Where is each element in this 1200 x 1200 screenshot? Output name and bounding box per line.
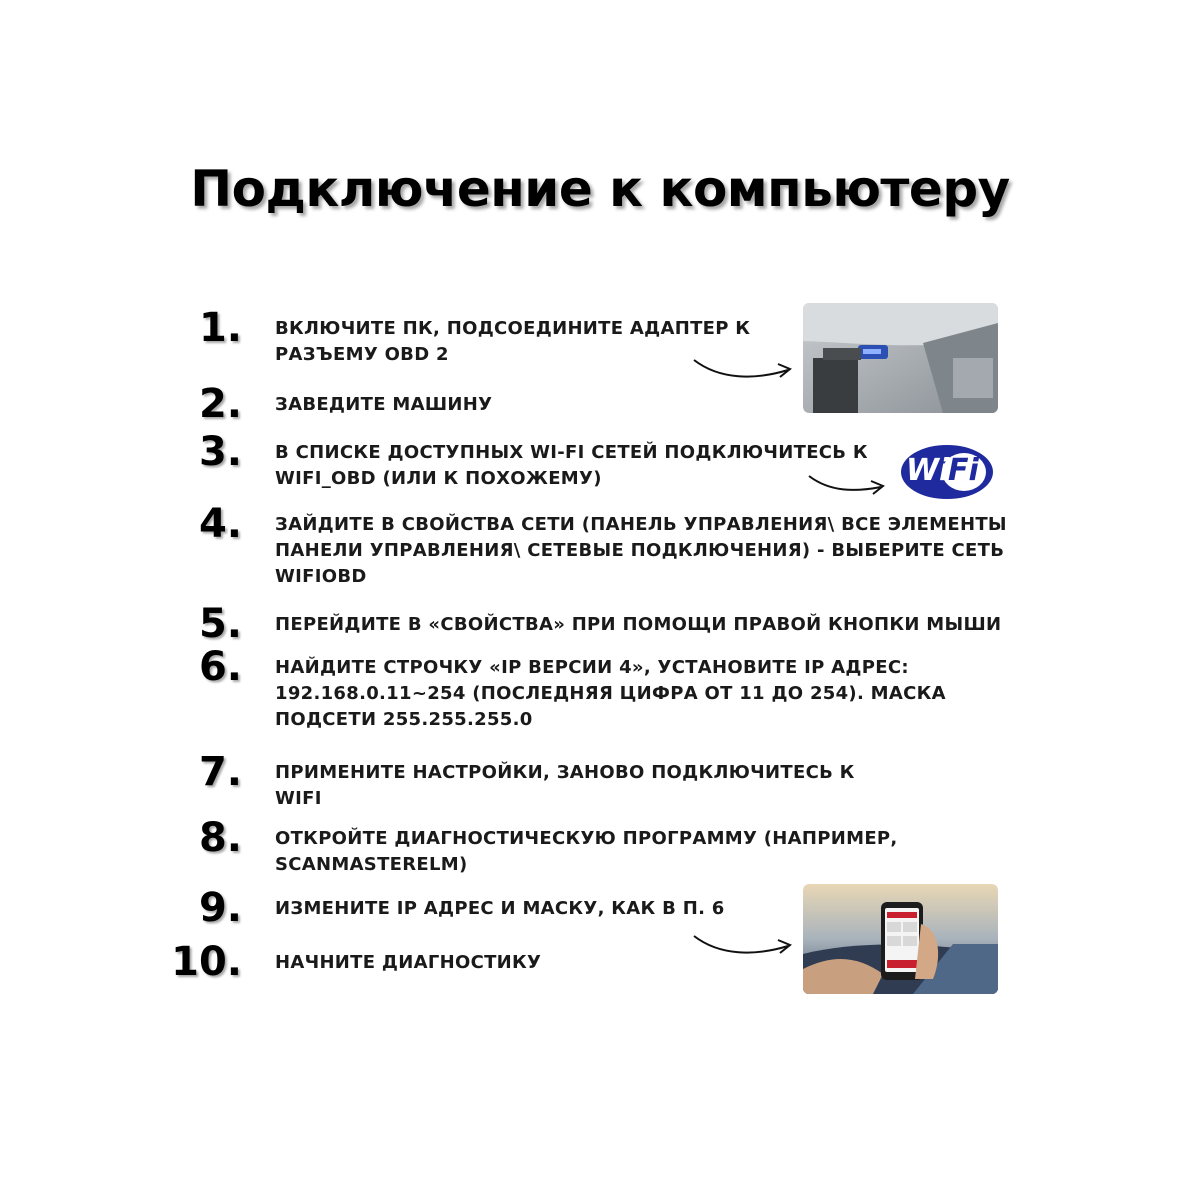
arrow-icon: [690, 350, 800, 390]
step-number: 2.: [198, 381, 242, 427]
step-text: ПРИМЕНИТЕ НАСТРОЙКИ, ЗАНОВО ПОДКЛЮЧИТЕСЬ К WIFI: [275, 762, 855, 809]
step-text: ПЕРЕЙДИТЕ В «СВОЙСТВА» ПРИ ПОМОЩИ ПРАВОЙ КНОПКИ МЫШИ: [275, 614, 1002, 635]
step-text: ОТКРОЙТЕ ДИАГНОСТИЧЕСКУЮ ПРОГРАММУ (НАПРИМЕР, SCANMASTERELM): [275, 828, 898, 875]
page-title: Подключение к компьютеру: [190, 160, 1010, 218]
step-text: НАЧНИТЕ ДИАГНОСТИКУ: [275, 952, 542, 973]
wifi-logo-icon: [898, 442, 996, 502]
step-number: 3.: [198, 429, 242, 475]
step-number: 8.: [198, 815, 242, 861]
step-number: 7.: [198, 749, 242, 795]
step-text: ЗАЙДИТЕ В СВОЙСТВА СЕТИ (ПАНЕЛЬ УПРАВЛЕНИЯ\ ВСЕ ЭЛЕМЕНТЫ ПАНЕЛИ УПРАВЛЕНИЯ\ СЕТЕВЫЕ ПОДКЛЮЧЕНИЯ) - ВЫБЕРИТЕ СЕТЬ WIFIOBD: [275, 514, 1007, 587]
step-number: 10.: [171, 939, 242, 985]
step-text: В СПИСКЕ ДОСТУПНЫХ WI-FI СЕТЕЙ ПОДКЛЮЧИТЕСЬ К WIFI_OBD (ИЛИ К ПОХОЖЕМУ): [275, 442, 868, 489]
step-text: ИЗМЕНИТЕ IP АДРЕС И МАСКУ, КАК В П. 6: [275, 898, 725, 919]
wifi-logo-left: Wi: [906, 453, 950, 488]
step-number: 1.: [198, 305, 242, 351]
step-number: 9.: [198, 885, 242, 931]
wifi-logo-right: Fi: [948, 453, 979, 488]
step-number: 5.: [198, 601, 242, 647]
arrow-icon: [805, 470, 890, 500]
step-number: 4.: [198, 501, 242, 547]
step-text: НАЙДИТЕ СТРОЧКУ «IP ВЕРСИИ 4», УСТАНОВИТЕ IP АДРЕС: 192.168.0.11~254 (ПОСЛЕДНЯЯ ЦИФРА ОТ 11 ДО 254). МАСКА ПОДСЕТИ 255.255.255.0: [275, 657, 946, 730]
step-text: ЗАВЕДИТЕ МАШИНУ: [275, 394, 493, 415]
step-text: ВКЛЮЧИТЕ ПК, ПОДСОЕДИНИТЕ АДАПТЕР К РАЗЪЕМУ OBD 2: [275, 318, 751, 365]
obd-adapter-photo: [803, 303, 998, 413]
phone-diagnostic-photo: [803, 884, 998, 994]
arrow-icon: [690, 930, 800, 966]
step-number: 6.: [198, 644, 242, 690]
